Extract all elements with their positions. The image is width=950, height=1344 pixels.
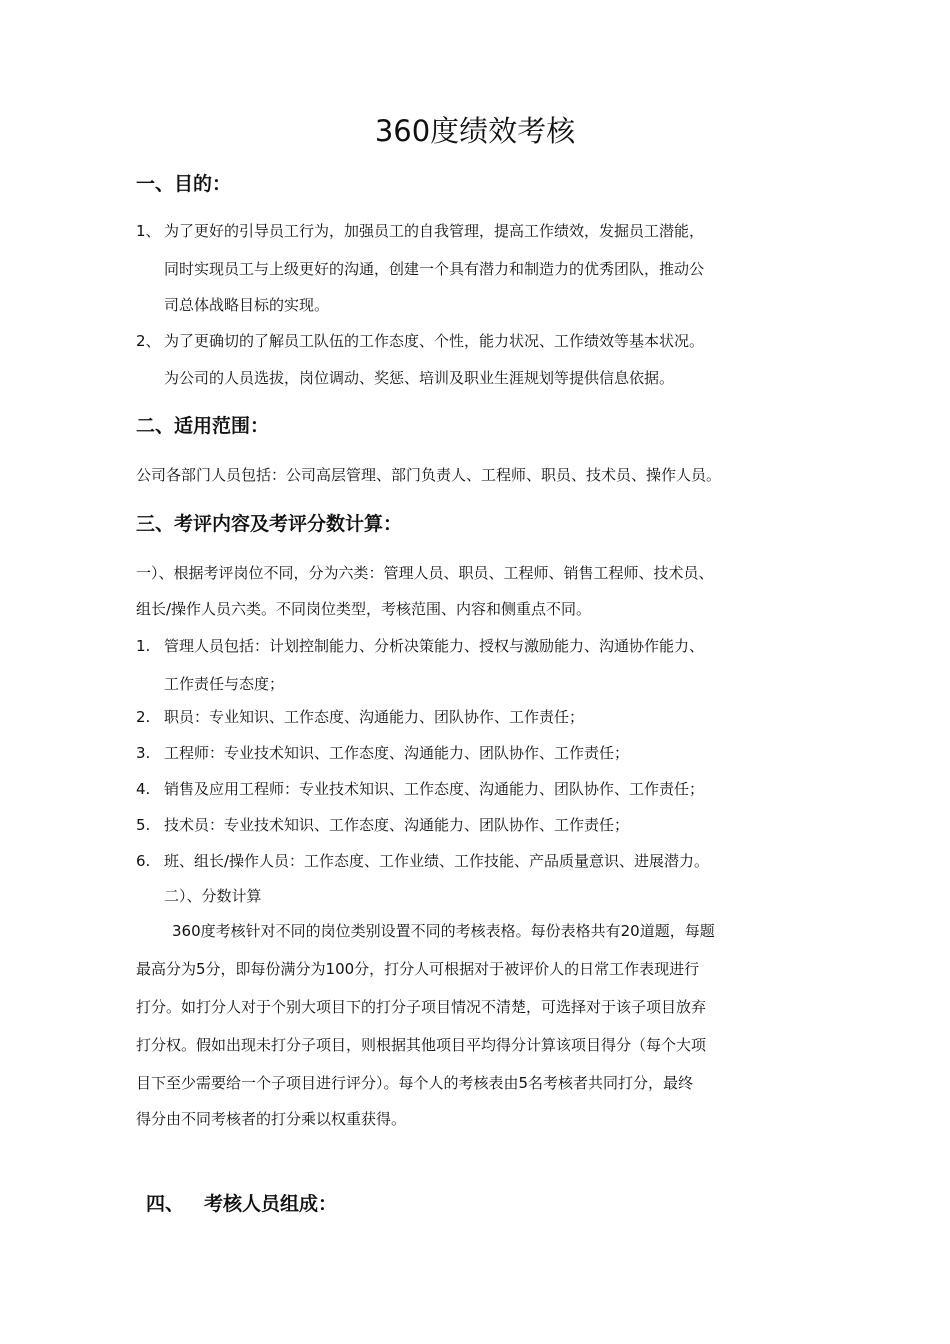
paragraph-line: 一）、根据考评岗位不同，分为六类：管理人员、职员、工程师、销售工程师、技术员、 (136, 564, 714, 582)
paragraph-line: 公司各部门人员包括：公司高层管理、部门负责人、工程师、职员、技术员、操作人员。 (136, 466, 722, 484)
paragraph-line: 组长/操作人员六类。不同岗位类型，考核范围、内容和侧重点不同。 (136, 600, 592, 618)
list-number: 1、 (136, 222, 161, 240)
list-number: 5. (136, 816, 151, 834)
paragraph-line: 最高分为5分，即每份满分为100分，打分人可根据对于被评价人的日常工作表现进行 (136, 960, 700, 978)
section-heading-scope: 二、适用范围： (136, 415, 270, 437)
paragraph-line: 打分。如打分人对于个别大项目下的打分子项目情况不清楚，可选择对于该子项目放弃 (136, 998, 707, 1016)
paragraph-line: 为公司的人员选拔，岗位调动、奖惩、培训及职业生涯规划等提供信息依据。 (164, 369, 675, 387)
paragraph-line: 为了更确切的了解员工队伍的工作态度、个性，能力状况、工作绩效等基本状况。 (164, 332, 705, 350)
list-number: 3. (136, 744, 151, 762)
paragraph-line: 管理人员包括：计划控制能力、分析决策能力、授权与激励能力、沟通协作能力、 (164, 637, 705, 655)
list-number: 2、 (136, 332, 161, 350)
paragraph-line: 工程师：专业技术知识、工作态度、沟通能力、团队协作、工作责任； (164, 744, 630, 762)
section-heading-content: 三、考评内容及考评分数计算： (136, 513, 403, 535)
list-number: 1. (136, 637, 151, 655)
section-title: 考核人员组成： (204, 1193, 338, 1215)
section-number: 四、 (146, 1193, 185, 1215)
paragraph-line: 同时实现员工与上级更好的沟通，创建一个具有潜力和制造力的优秀团队，推动公 (164, 260, 705, 278)
list-number: 4. (136, 780, 151, 798)
paragraph-line: 工作责任与态度； (164, 675, 285, 693)
section-heading-purpose: 一、目的： (136, 173, 232, 195)
paragraph-line: 司总体战略目标的实现。 (164, 296, 330, 314)
list-number: 6. (136, 852, 151, 870)
paragraph-line: 为了更好的引导员工行为，加强员工的自我管理，提高工作绩效，发掘员工潜能， (164, 222, 705, 240)
paragraph-line: 得分由不同考核者的打分乘以权重获得。 (136, 1110, 407, 1128)
paragraph-line: 技术员：专业技术知识、工作态度、沟通能力、团队协作、工作责任； (164, 816, 630, 834)
paragraph-line: 销售及应用工程师：专业技术知识、工作态度、沟通能力、团队协作、工作责任； (164, 780, 705, 798)
paragraph-line: 360度考核针对不同的岗位类别设置不同的考核表格。每份表格共有20道题，每题 (172, 922, 715, 940)
document-title: 360度绩效考核 (374, 114, 576, 148)
subsection-heading: 二）、分数计算 (164, 887, 262, 905)
section-heading-assessors (146, 1190, 337, 1218)
paragraph-line: 职员：专业知识、工作态度、沟通能力、团队协作、工作责任； (164, 708, 585, 726)
paragraph-line: 打分权。假如出现未打分子项目，则根据其他项目平均得分计算该项目得分（每个大项 (136, 1036, 707, 1054)
paragraph-line: 目下至少需要给一个子项目进行评分）。每个人的考核表由5名考核者共同打分，最终 (136, 1074, 694, 1092)
paragraph-line: 班、组长/操作人员：工作态度、工作业绩、工作技能、产品质量意识、进展潜力。 (164, 852, 710, 870)
list-number: 2. (136, 708, 151, 726)
